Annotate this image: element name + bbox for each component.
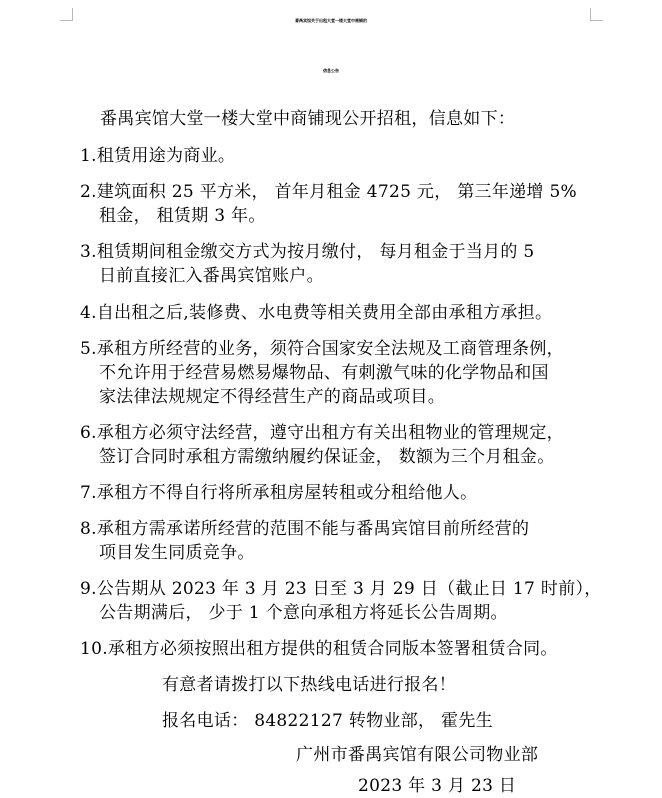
signature-date: 2023 年 3 月 23 日 (358, 776, 517, 796)
item-8-line-1: 8.承租方需承诺所经营的范围不能与番禺宾馆目前所经营的 (80, 519, 530, 539)
item-6-line-2: 签订合同时承租方需缴纳履约保证金， 数额为三个月租金。 (99, 447, 555, 467)
item-5-line-1: 5.承租方所经营的业务，须符合国家安全法规及工商管理条例， (80, 339, 564, 359)
item-2-line-2: 租金， 租赁期 3 年。 (99, 206, 266, 226)
notice-title-line-2: 信息公告 (323, 68, 339, 73)
item-3-line-1: 3.租赁期间租金缴交方式为按月缴付， 每月租金于当月的 5 (80, 242, 535, 262)
contact-phone: 报名电话： 84822127 转物业部， 霍先生 (162, 711, 493, 731)
item-8-line-2: 项目发生同质竞争。 (99, 543, 255, 563)
item-2-line-1: 2.建筑面积 25 平方米， 首年月租金 4725 元， 第三年递增 5% (80, 182, 578, 202)
notice-title-line-1: 番禺宾馆关于出租大堂一楼大堂中商铺的 (295, 18, 367, 23)
contact-prompt: 有意者请拨打以下热线电话进行报名！ (162, 675, 457, 695)
item-10-line-1: 10.承租方必须按照出租方提供的租赁合同版本签署租赁合同。 (80, 639, 558, 659)
item-7-line-1: 7.承租方不得自行将所承租房屋转租或分租给他人。 (80, 483, 478, 503)
item-9-line-1: 9.公告期从 2023 年 3 月 23 日至 3 月 29 日（截止日 17 时前）， (80, 579, 602, 599)
intro-text: 番禺宾馆大堂一楼大堂中商铺现公开招租，信息如下： (100, 109, 516, 129)
item-4-line-1: 4.自出租之后,装修费、水电费等相关费用全部由承租方承担。 (80, 303, 553, 323)
item-9-line-2: 公告期满后， 少于 1 个意向承租方将延长公告周期。 (99, 603, 508, 623)
item-1-line-1: 1.租赁用途为商业。 (80, 146, 236, 166)
item-5-line-2: 不允许用于经营易燃易爆物品、有刺激气味的化学物品和国 (99, 363, 549, 383)
item-3-line-2: 日前直接汇入番禺宾馆账户。 (99, 266, 324, 286)
item-6-line-1: 6.承租方必须守法经营，遵守出租方有关出租物业的管理规定， (80, 423, 564, 443)
signature-org: 广州市番禺宾馆有限公司物业部 (296, 745, 539, 765)
item-5-line-3: 家法律法规规定不得经营生产的商品或项目。 (99, 387, 445, 407)
